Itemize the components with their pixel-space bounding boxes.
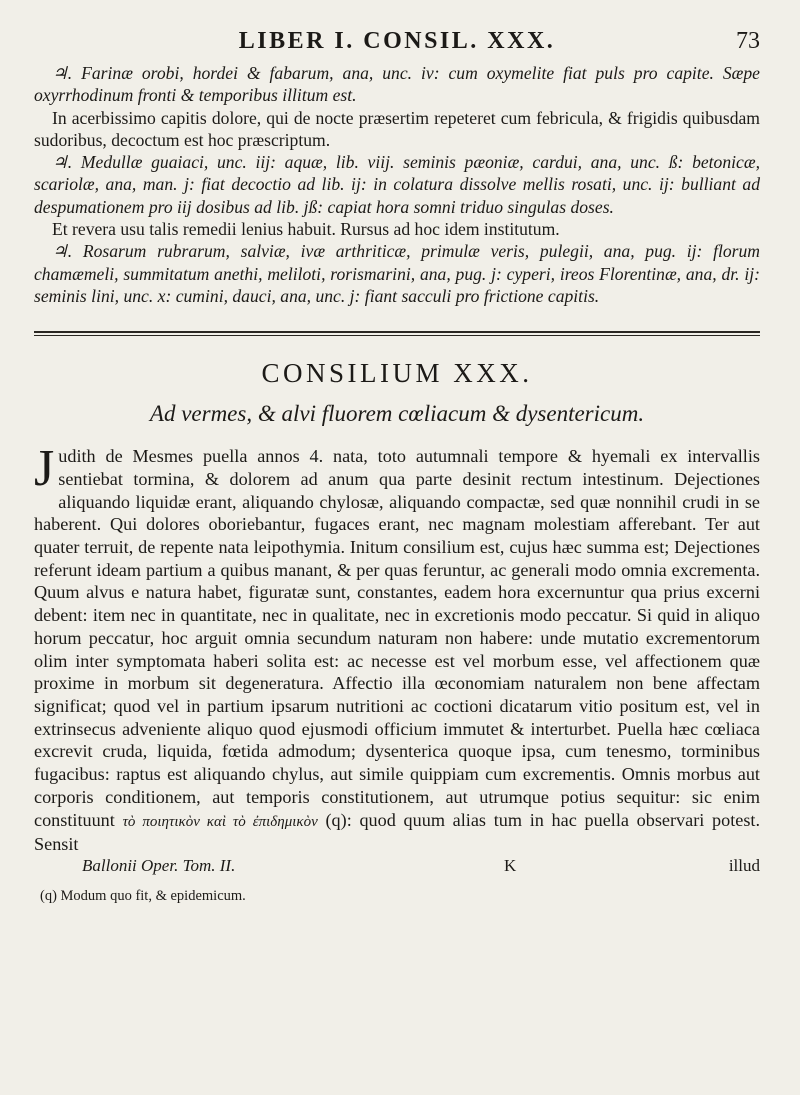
volume-reference: Ballonii Oper. Tom. II. <box>82 855 236 875</box>
prescription-paragraph: ♃. Medullæ guaiaci, unc. iij: aquæ, lib. viij. seminis pæoniæ, cardui, ana, unc. ß: betonicæ, scariolæ, ana, man. j: fiat decoctio ad lib. ij: in colatura dissolve mellis rosati, unc. ij: bulliant ad despumationem pro iij dosibus ad lib. jß: capiat hora somni triduo singulas doses. <box>34 152 760 217</box>
body-paragraph <box>34 440 761 856</box>
footnote: (q) Modum quo fit, & epidemicum. <box>40 887 246 904</box>
page-header <box>34 28 760 62</box>
greek-phrase: τὸ ποιητικὸν καὶ τὸ ἐπιδημικὸν <box>122 813 318 830</box>
page-footer <box>34 856 760 878</box>
catchword: illud <box>728 855 760 875</box>
text-paragraph: In acerbissimo capitis dolore, qui de nocte præsertim repeteret cum febricula, & frigidis quibusdam sudoribus, decoctum est hoc præscriptum. <box>34 107 760 150</box>
signature-mark: K <box>504 855 517 875</box>
body-text-continued: (q): quod quum alias tum in hac puella observari potest. Sensit <box>34 809 761 855</box>
page-number: 73 <box>736 28 760 54</box>
text-paragraph: Et revera usu talis remedii lenius habuit. Rursus ad hoc idem institutum. <box>52 219 560 240</box>
section-divider <box>34 331 760 336</box>
consilium-body <box>34 440 761 856</box>
section-subtitle: Ad vermes, & alvi fluorem cœliacum & dysentericum. <box>149 401 645 427</box>
drop-cap: J <box>34 440 55 498</box>
prescription-paragraph: ♃. Farinæ orobi, hordei & fabarum, ana, unc. iv: cum oxymelite fiat puls pro capite. Sæpe oxyrrhodinum fronti & temporibus illitum est. <box>34 63 760 106</box>
running-head: LIBER I. CONSIL. XXX. <box>238 28 556 54</box>
body-text: udith de Mesmes puella annos 4. nata, toto autumnali tempore & hyemali ex intervallis sentiebat tormina, & dolorem ad anum qua parte desinit rectum intestinum. Dejectiones aliquando liquidæ erant, aliquando chylosæ, aliquando compactæ, sed quæ nonnihil crudi in se haberent. Qui dolores oboriebantur, fugaces erant, nec magnam molestiam afferebant. Ter aut quater terruit, de repente nata leipothymia. Initum consilium est, cujus hæc summa est; Dejectiones referunt ideam partium a quibus manant, & per quas feruntur, ac generali modo omnia excrementa. Quum alvus e natura habet, figuratæ sunt, constantes, eadem hora excernuntur qua prius excerni debent: item nec in quantitate, nec in qualitate, nec in excretionis modo peccatur. Si quid in aliquo horum peccatur, hoc arguit omnia secundum naturam non habere: unde mutatio excrementorum olim inter symptomata haberi solita est: ac necesse est vel morbum esse, vel affectionem quæ proxime in morbum sit degeneratura. Affectio illa œconomiam naturalem non bene affectam significat; quod vel in partium ipsarum nutritioni ac coctioni dicatarum vitio positum est, vel in extrinsecus adveniente aliquo quod ejusmodi officium immutet & interturbet. Puella hæc cœliaca excrevit cruda, liquida, fœtida admodum; dysenterica quoque ipsa, cum tenesmo, torminibus fugacibus: raptus est aliquando chylus, aut simile quippiam cum excrementis. Omnis morbus aut corporis conditionem, aut temporis constitutionem, aut utrumque potius sequitur: sic enim constituunt <box>34 446 760 830</box>
prescription-paragraph: ♃. Rosarum rubrarum, salviæ, ivæ arthriticæ, primulæ veris, pulegii, ana, pug. ij: florum chamæmeli, summitatum anethi, meliloti, rorismarini, ana, pug. j: cyperi, ireos Florentinæ, ana, dr. ij: seminis lini, unc. x: cumini, dauci, ana, unc. j: fiant sacculi pro frictione capitis. <box>34 241 760 306</box>
section-title: CONSILIUM XXX. <box>261 358 533 389</box>
previous-consilium-text <box>34 62 760 307</box>
